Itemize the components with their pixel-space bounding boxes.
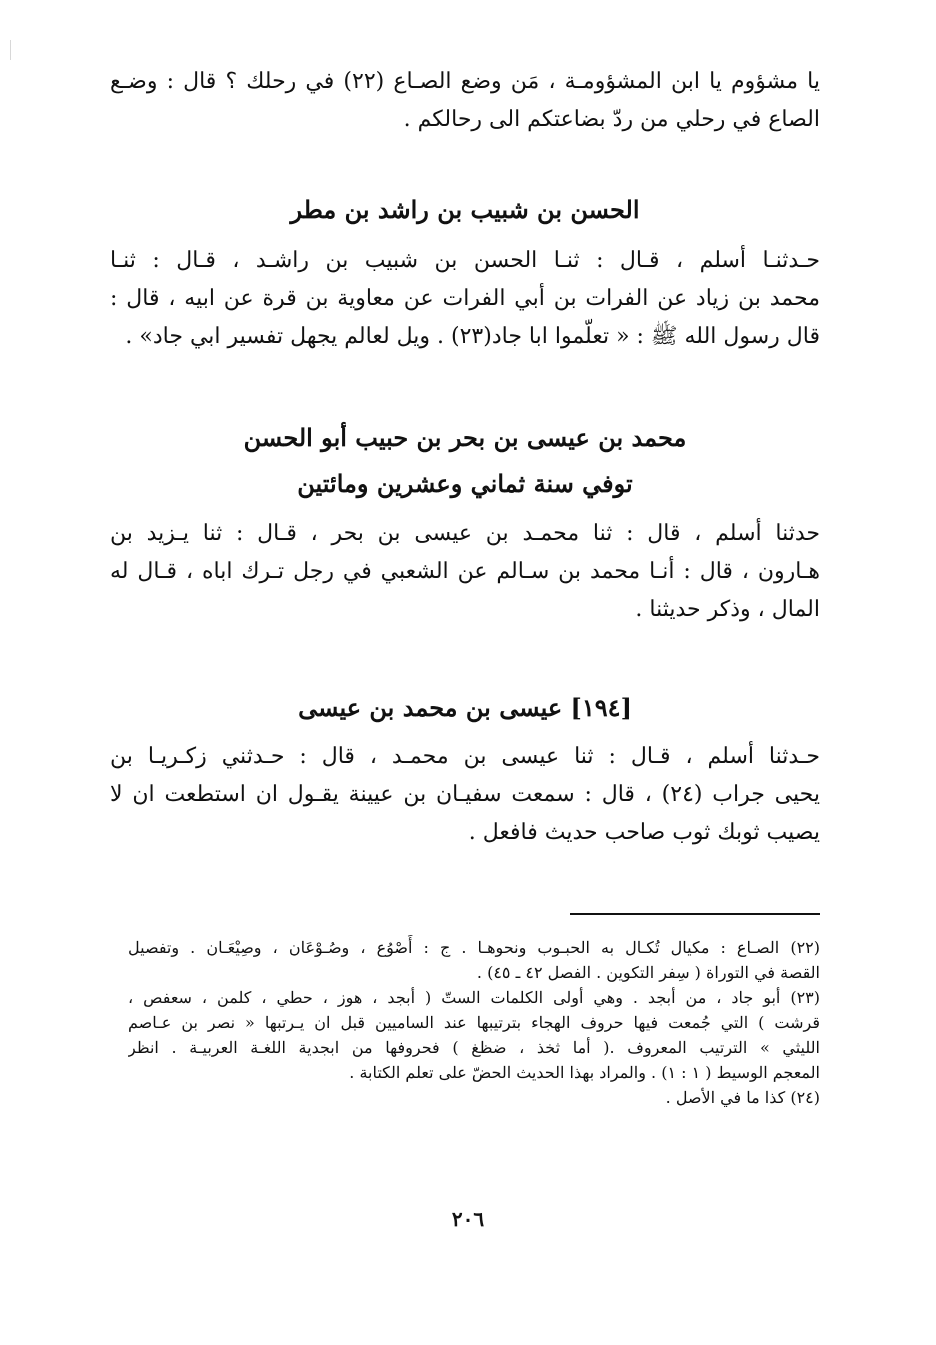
footnote-line: (٢٢) الصـاع : مكيال تُكـال به الحبـوب ونحوهـا . ج : أَصْوُع ، وصُـوْعَان ، وصِيْعَـان . وتفصيل [128, 938, 820, 957]
page-number: ٢٠٦ [451, 1207, 485, 1231]
footnote-line: (٢٤) كذا ما في الأصل . [665, 1088, 820, 1107]
footnote-line: القصة في التوراة ( سِفر التكوين . الفصل ٤٢ ـ ٤٥) . [476, 963, 820, 982]
paragraph-continuation [110, 63, 820, 139]
footnotes [128, 935, 820, 1110]
text-line: يا مشؤوم يا ابن المشؤومـة ، مَن وضع الصـاع (٢٢) في رحلك ؟ قال : وضـع [110, 69, 820, 94]
text-line: حـدثنـا أسلم ، قـال : ثنـا الحسن بن شبيب بن راشـد ، قـال : ثنـا [110, 248, 820, 273]
footnote-line: الليثي » الترتيب المعروف .( أما ثخذ ، ضظغ ) فحروفها من ابجدية اللغـة العربيـة . انظر [128, 1038, 820, 1057]
footnote-line: قرشت ) التي جُمعت فيها حروف الهجاء بترتيبها عند الساميين قبل ان يـرتبها « نصر بن عـاصم [128, 1013, 820, 1032]
section-heading-muhammad: محمد بن عيسى بن بحر بن حبيب أبو الحسن [243, 423, 687, 452]
text-line: المال ، وذكر حديثنا . [635, 597, 820, 622]
text-line: يحيى جراب (٢٤) ، قال : سمعت سفيـان بن عيينة يقـول ان استطعت ان لا [110, 782, 820, 807]
section-subheading-death-year: توفي سنة ثماني وعشرين ومائتين [297, 469, 633, 498]
text-line: قال رسول الله ﷺ : « تعلّموا ابا جاد(٢٣) . ويل لعالم يجهل تفسير ابي جاد» . [125, 324, 820, 349]
scan-mark [10, 40, 11, 60]
footnote-line: المعجم الوسيط ( ١ : ١) . والمراد بهذا الحديث الحضّ على تعلم الكتابة . [349, 1063, 820, 1082]
section-heading-isa: [١٩٤] عيسى بن محمد بن عيسى [298, 693, 632, 722]
text-line: محمد بن زياد عن الفرات بن أبي الفرات عن معاوية بن قرة عن ابيه ، قال : [110, 286, 820, 311]
footnote-line: (٢٣) أبو جاد ، من أبجد . وهي أولى الكلمات الستّ ( أبجد ، هوز ، حطي ، كلمن ، سعفص ، [128, 988, 820, 1007]
paragraph-hasan [110, 242, 820, 356]
text-line: الصاع في رحلي من ردّ بضاعتكم الى رحالكم . [403, 107, 820, 132]
section-heading-hasan: الحسن بن شبيب بن راشد بن مطر [290, 195, 640, 224]
text-line: حدثنا أسلم ، قال : ثنا محمـد بن عيسى بن بحر ، قـال : ثنا يـزيد بن [110, 521, 820, 546]
text-line: هـارون ، قال : أنـا محمد بن سـالم عن الشعبي في رجل تـرك اباه ، قـال له [110, 559, 820, 584]
paragraph-muhammad [110, 515, 820, 629]
text-line: يصيب ثوبك ثوب صاحب حديث فافعل . [468, 820, 820, 845]
paragraph-isa [110, 738, 820, 852]
footnote-separator [570, 913, 820, 915]
text-line: حـدثنا أسلم ، قـال : ثنا عيسى بن محمـد ، قال : حـدثني زكـريـا بن [110, 744, 820, 769]
